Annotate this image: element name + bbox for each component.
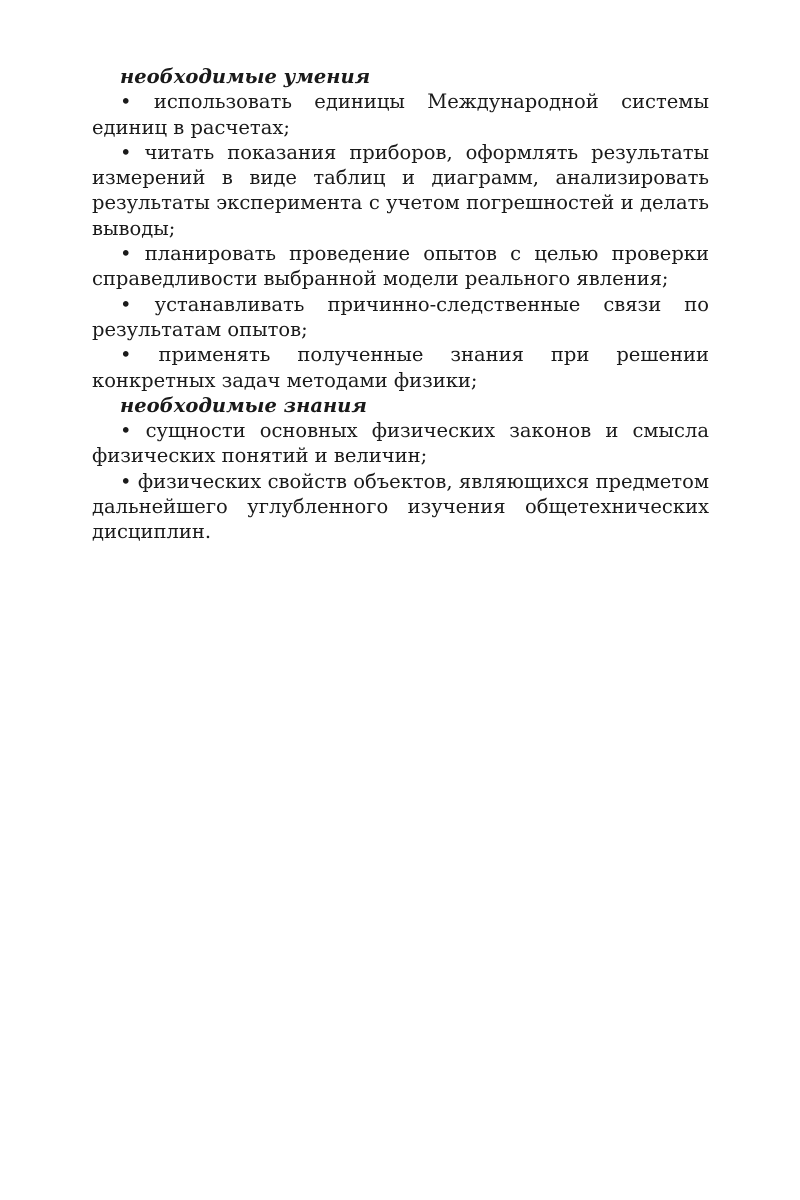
list-item-text: использовать единицы Международной системы единиц в расчетах;	[92, 90, 709, 139]
bullet: •	[120, 140, 132, 164]
document-page	[92, 64, 709, 545]
list-item	[92, 342, 709, 393]
bullet: •	[120, 242, 132, 266]
list-item-text: физических свойств объектов, являющихся предметом дальнейшего углубленного изучения общетехнических дисциплин.	[92, 469, 709, 544]
list-item	[92, 418, 709, 469]
list-item-text: устанавливать причинно-следственные связи по результатам опытов;	[92, 292, 709, 341]
list-item	[92, 241, 709, 292]
list-item-text: применять полученные знания при решении конкретных задач методами физики;	[92, 343, 709, 392]
bullet: •	[120, 469, 132, 493]
list-item-text: сущности основных физических законов и смысла физических понятий и величин;	[92, 419, 709, 468]
list-item-text: планировать проведение опытов с целью проверки справедливости выбранной модели реального явления;	[92, 242, 709, 291]
bullet: •	[120, 419, 132, 443]
list-item-text: читать показания приборов, оформлять результаты измерений в виде таблиц и диаграмм, анализировать результаты эксперимента с учетом погрешностей и делать выводы;	[92, 140, 709, 240]
list-item	[92, 469, 709, 545]
section-heading-skills: необходимые умения	[120, 65, 371, 88]
bullet: •	[120, 343, 132, 367]
bullet: •	[120, 292, 132, 316]
section-heading-knowledge: необходимые знания	[120, 393, 367, 417]
list-item	[92, 292, 709, 343]
list-item	[92, 89, 709, 140]
list-item	[92, 140, 709, 241]
bullet: •	[120, 90, 132, 114]
